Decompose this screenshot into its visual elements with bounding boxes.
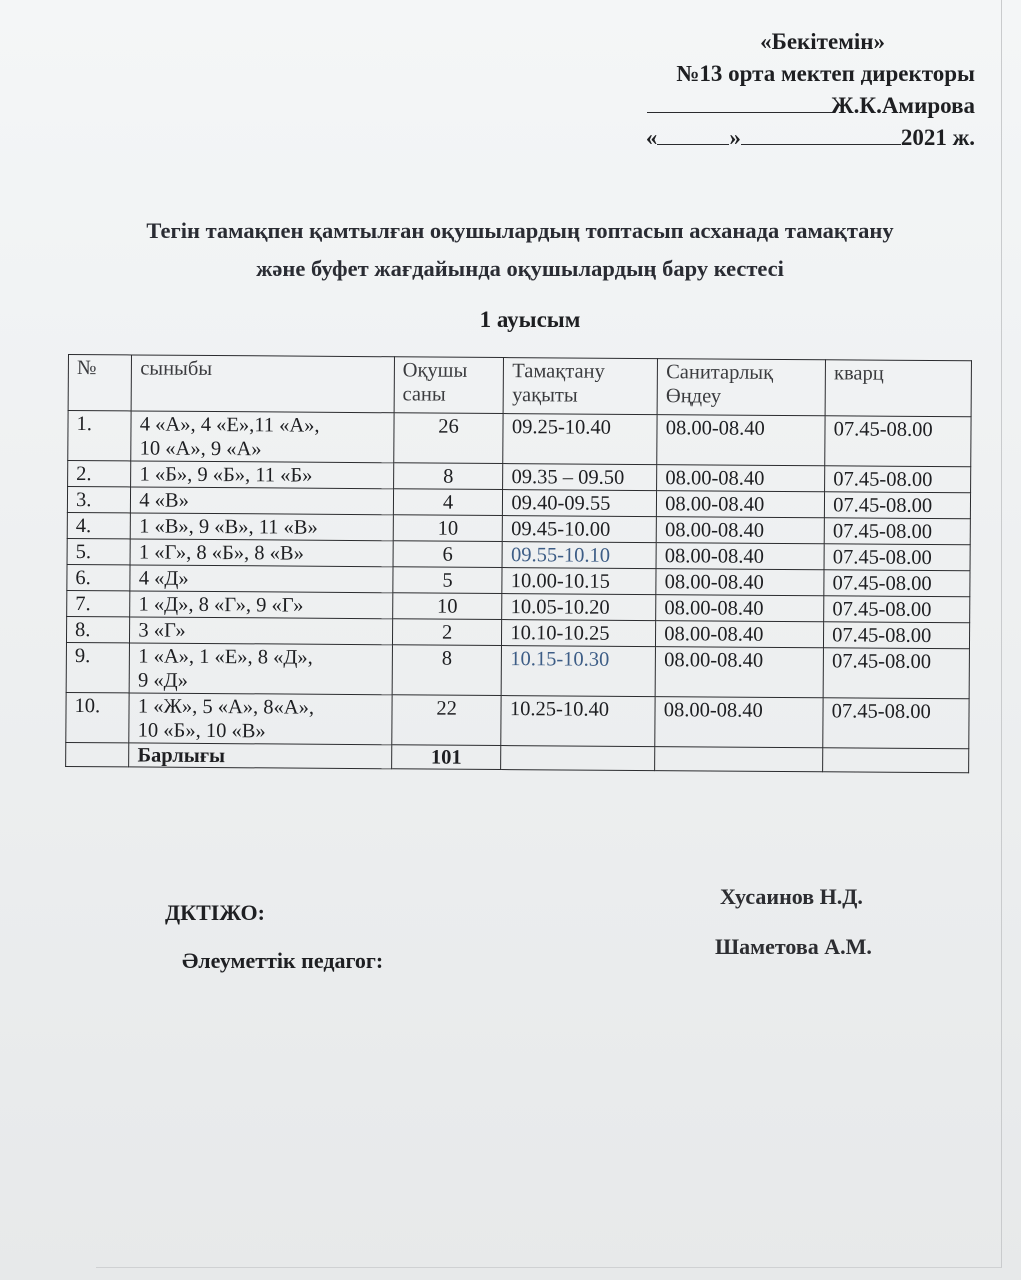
row-count: 22 bbox=[392, 695, 502, 746]
row-count: 26 bbox=[394, 413, 504, 464]
row-classes-line1: 1 «Ж», 5 «А», 8«А», bbox=[137, 695, 315, 719]
row-sanitary-time: 08.00-08.40 bbox=[656, 543, 824, 570]
header-classes: сыныбы bbox=[131, 355, 394, 413]
header-count-line1: Оқушы bbox=[402, 359, 468, 382]
row-classes: 1 «Д», 8 «Г», 9 «Г» bbox=[130, 591, 393, 619]
row-meal-time: 09.55-10.10 bbox=[502, 542, 656, 569]
approval-date-line bbox=[615, 122, 975, 154]
row-meal-time: 09.40-09.55 bbox=[503, 490, 657, 517]
approval-block bbox=[615, 26, 975, 154]
row-quartz-time: 07.45-08.00 bbox=[825, 416, 971, 467]
row-sanitary-time: 08.00-08.40 bbox=[656, 621, 824, 648]
table-row bbox=[66, 642, 969, 698]
row-classes-line2: 10 «Б», 10 «В» bbox=[137, 719, 266, 743]
row-meal-time: 09.25-10.40 bbox=[503, 414, 657, 465]
row-quartz-time: 07.45-08.00 bbox=[825, 466, 971, 493]
row-meal-time: 10.15-10.30 bbox=[502, 646, 656, 697]
total-empty-cell bbox=[655, 747, 823, 772]
header-count bbox=[394, 357, 504, 414]
row-count: 6 bbox=[393, 541, 503, 568]
header-sanitary bbox=[657, 359, 825, 416]
row-count: 10 bbox=[392, 593, 502, 620]
row-num: 10. bbox=[66, 692, 130, 742]
row-quartz-time: 07.45-08.00 bbox=[824, 544, 970, 571]
row-meal-time: 09.35 – 09.50 bbox=[503, 464, 657, 491]
row-count: 8 bbox=[393, 463, 503, 490]
approval-heading: «Бекітемін» bbox=[760, 29, 885, 54]
table-row bbox=[68, 411, 971, 467]
row-classes: 4 «В» bbox=[131, 487, 394, 515]
header-count-line2: саны bbox=[402, 383, 446, 406]
approval-director-line bbox=[615, 90, 975, 122]
row-num: 6. bbox=[67, 564, 131, 590]
row-classes-line2: 10 «А», 9 «А» bbox=[139, 437, 262, 461]
row-quartz-time: 07.45-08.00 bbox=[823, 648, 969, 699]
date-close-quote: » bbox=[729, 125, 741, 150]
table-row bbox=[66, 692, 969, 748]
row-count: 8 bbox=[392, 645, 502, 696]
row-classes: 1 «Г», 8 «Б», 8 «В» bbox=[130, 539, 393, 567]
signature-blank-line bbox=[647, 92, 831, 113]
row-classes: 1 «Б», 9 «Б», 11 «Б» bbox=[131, 461, 394, 489]
header-meal-line1: Тамақтану bbox=[512, 360, 605, 383]
row-classes-line2: 9 «Д» bbox=[137, 669, 189, 692]
row-count: 2 bbox=[392, 619, 502, 646]
row-count: 10 bbox=[393, 515, 503, 542]
row-classes bbox=[129, 693, 392, 745]
row-classes: 4 «Д» bbox=[130, 565, 393, 593]
approval-director: Ж.К.Амирова bbox=[830, 93, 975, 118]
row-meal-time: 09.45-10.00 bbox=[503, 516, 657, 543]
row-meal-time: 10.00-10.15 bbox=[502, 568, 656, 595]
total-empty-cell bbox=[823, 748, 969, 773]
header-san-line2: Өңдеу bbox=[665, 385, 722, 408]
row-num: 2. bbox=[68, 461, 132, 487]
footer-label-dktizho: ДКТІЖО: bbox=[165, 900, 265, 925]
month-blank-line bbox=[741, 124, 901, 145]
row-quartz-time: 07.45-08.00 bbox=[824, 596, 970, 623]
row-num: 5. bbox=[67, 538, 131, 564]
shift-label: 1 ауысым bbox=[479, 307, 581, 332]
day-blank-line bbox=[657, 124, 729, 145]
schedule-table bbox=[65, 354, 972, 773]
header-quartz: кварц bbox=[825, 360, 971, 417]
approval-position: №13 орта мектеп директоры bbox=[676, 61, 975, 86]
row-num: 7. bbox=[67, 590, 131, 616]
row-classes: 1 «В», 9 «В», 11 «В» bbox=[131, 513, 394, 541]
row-count: 4 bbox=[393, 489, 503, 516]
row-sanitary-time: 08.00-08.40 bbox=[655, 647, 823, 698]
row-num: 1. bbox=[68, 411, 132, 461]
header-meal-line2: уақыты bbox=[512, 384, 578, 407]
row-num: 4. bbox=[67, 512, 131, 538]
total-count: 101 bbox=[391, 745, 501, 770]
approval-year: 2021 ж. bbox=[900, 125, 975, 150]
date-open-quote: « bbox=[645, 125, 658, 150]
footer-name-1: Хусаинов Н.Д. bbox=[720, 884, 863, 909]
row-num: 9. bbox=[66, 642, 130, 692]
total-empty-cell bbox=[501, 746, 655, 771]
row-classes-line1: 4 «А», 4 «Е»,11 «А», bbox=[139, 413, 320, 437]
row-sanitary-time: 08.00-08.40 bbox=[656, 595, 824, 622]
header-meal bbox=[503, 358, 657, 415]
row-quartz-time: 07.45-08.00 bbox=[824, 570, 970, 597]
row-classes-line1: 1 «А», 1 «Е», 8 «Д», bbox=[138, 645, 313, 669]
title-line-1: Тегін тамақпен қамтылған оқушылардың топтасып асханада тамақтану bbox=[146, 218, 894, 243]
row-classes bbox=[129, 643, 392, 695]
row-meal-time: 10.05-10.20 bbox=[502, 594, 656, 621]
row-quartz-time: 07.45-08.00 bbox=[823, 698, 969, 749]
header-san-line1: Санитарлық bbox=[666, 361, 774, 384]
row-sanitary-time: 08.00-08.40 bbox=[657, 465, 825, 492]
row-num: 3. bbox=[67, 487, 131, 513]
row-count: 5 bbox=[393, 567, 503, 594]
row-sanitary-time: 08.00-08.40 bbox=[656, 569, 824, 596]
row-sanitary-time: 08.00-08.40 bbox=[655, 697, 823, 748]
row-quartz-time: 07.45-08.00 bbox=[824, 622, 970, 649]
row-sanitary-time: 08.00-08.40 bbox=[657, 491, 825, 518]
footer-name-2: Шаметова А.М. bbox=[715, 934, 872, 959]
total-label: Барлығы bbox=[129, 743, 392, 769]
row-classes: 3 «Г» bbox=[130, 617, 393, 645]
total-empty-cell bbox=[66, 742, 130, 766]
row-quartz-time: 07.45-08.00 bbox=[825, 492, 971, 519]
row-sanitary-time: 08.00-08.40 bbox=[656, 517, 824, 544]
row-meal-time: 10.10-10.25 bbox=[502, 620, 656, 647]
footer-label-social-pedagogue: Әлеуметтік педагог: bbox=[182, 948, 384, 973]
row-num: 8. bbox=[66, 616, 130, 642]
row-quartz-time: 07.45-08.00 bbox=[824, 518, 970, 545]
document-title bbox=[60, 212, 980, 288]
row-meal-time: 10.25-10.40 bbox=[501, 696, 655, 747]
row-classes bbox=[131, 411, 394, 463]
title-line-2: және буфет жағдайында оқушылардың бару кестесі bbox=[256, 256, 784, 281]
row-sanitary-time: 08.00-08.40 bbox=[657, 415, 825, 466]
header-num: № bbox=[68, 355, 132, 411]
table-header-row bbox=[68, 355, 971, 417]
